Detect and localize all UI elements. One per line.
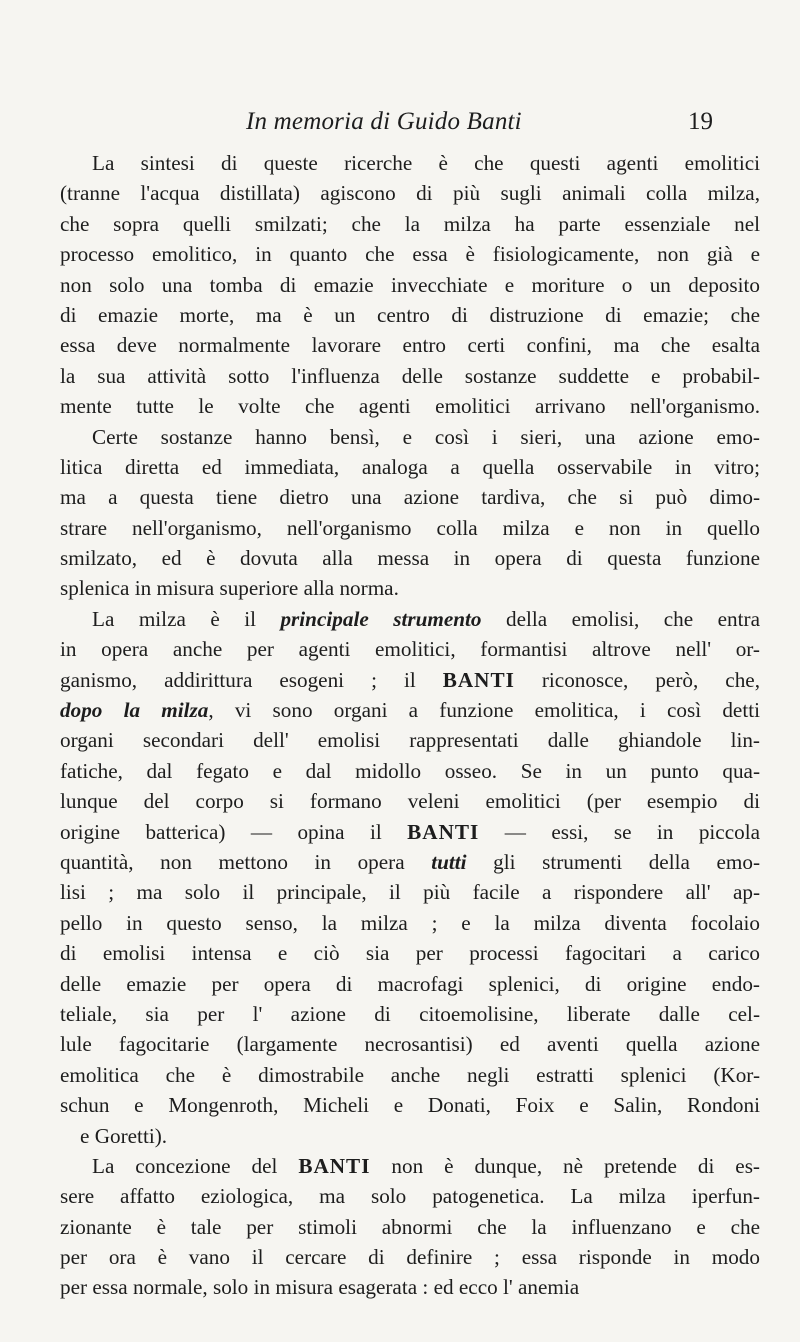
line-text: — essi, se in piccola xyxy=(479,819,760,844)
author-name: BANTI xyxy=(298,1153,371,1178)
line-text: La concezione del xyxy=(92,1153,299,1178)
text-line xyxy=(60,847,760,877)
text-line: lisi ; ma solo il principale, il più facile a rispondere all' ap- xyxy=(60,880,760,905)
text-line: non solo una tomba di emazie invecchiate e moriture o un deposito xyxy=(60,272,760,297)
emphasis-text: dopo la milza xyxy=(60,698,209,723)
text-line xyxy=(60,604,760,634)
text-line: emolitica che è dimostrabile anche negli estratti splenici (Kor- xyxy=(60,1062,760,1087)
author-name: BANTI xyxy=(442,667,515,692)
text-line: processo emolitico, in quanto che essa è fisiologicamente, non già e xyxy=(60,242,760,267)
emphasis-text: tutti xyxy=(431,849,467,874)
text-line: per ora è vano il cercare di definire ; essa risponde in modo xyxy=(60,1245,760,1270)
text-line: teliale, sia per l' azione di citoemolisine, liberate dalle cel- xyxy=(60,1001,760,1026)
text-line: strare nell'organismo, nell'organismo colla milza e non in quello xyxy=(60,515,760,540)
line-text: riconosce, però, che, xyxy=(514,667,760,692)
text-line: (tranne l'acqua distillata) agiscono di più sugli animali colla milza, xyxy=(60,181,760,206)
text-line: organi secondari dell' emolisi rappresentati dalle ghiandole lin- xyxy=(60,728,760,753)
text-line: mente tutte le volte che agenti emolitici arrivano nell'organismo. xyxy=(60,394,760,419)
text-line: di emazie morte, ma è un centro di distruzione di emazie; che xyxy=(60,302,760,327)
line-text: , vi sono organi a funzione emolitica, i così detti xyxy=(208,698,760,723)
text-line: ma a questa tiene dietro una azione tardiva, che si può dimo- xyxy=(60,485,760,510)
text-line xyxy=(60,1151,760,1181)
line-text: ganismo, addirittura esogeni ; il xyxy=(60,667,443,692)
text-line: lunque del corpo si formano veleni emolitici (per esempio di xyxy=(60,789,760,814)
text-line: lule fagocitarie (largamente necrosantisi) ed aventi quella azione xyxy=(60,1032,760,1057)
body-text xyxy=(60,148,760,1303)
running-title: In memoria di Guido Banti xyxy=(246,108,522,135)
text-line: splenica in misura superiore alla norma. xyxy=(60,576,399,601)
line-text: gli strumenti della emo- xyxy=(466,849,760,874)
text-line: pello in questo senso, la milza ; e la milza diventa focolaio xyxy=(60,910,760,935)
page-header xyxy=(0,108,800,140)
text-line: delle emazie per opera di macrofagi splenici, di origine endo- xyxy=(60,971,760,996)
text-line: che sopra quelli smilzati; che la milza ha parte essenziale nel xyxy=(60,211,760,236)
text-line: e Goretti). xyxy=(80,1123,168,1148)
line-text: La milza è il xyxy=(92,606,281,631)
text-line: in opera anche per agenti emolitici, formantisi altrove nell' or- xyxy=(60,637,760,662)
line-text: della emolisi, che entra xyxy=(481,606,760,631)
text-line: la sua attività sotto l'influenza delle sostanze suddette e probabil- xyxy=(60,363,760,388)
text-line: La sintesi di queste ricerche è che questi agenti emolitici xyxy=(92,151,760,175)
text-line: fatiche, dal fegato e dal midollo osseo. Se in un punto qua- xyxy=(60,758,760,783)
line-text: quantità, non mettono in opera xyxy=(60,849,432,874)
author-name: BANTI xyxy=(407,819,480,844)
text-line: litica diretta ed immediata, analoga a quella osservabile in vitro; xyxy=(60,454,760,479)
text-line: sere affatto eziologica, ma solo patogenetica. La milza iperfun- xyxy=(60,1184,760,1209)
line-text: non è dunque, nè pretende di es- xyxy=(370,1153,760,1178)
text-line xyxy=(60,817,760,847)
text-line: per essa normale, solo in misura esagerata : ed ecco l' anemia xyxy=(60,1275,580,1300)
page-number: 19 xyxy=(688,108,713,135)
text-line: schun e Mongenroth, Micheli e Donati, Foix e Salin, Rondoni xyxy=(60,1093,760,1118)
text-line: Certe sostanze hanno bensì, e così i sieri, una azione emo- xyxy=(92,424,760,449)
text-line xyxy=(60,695,760,725)
text-line: essa deve normalmente lavorare entro certi confini, ma che esalta xyxy=(60,333,760,358)
text-line: smilzato, ed è dovuta alla messa in opera di questa funzione xyxy=(60,546,760,571)
text-line: zionante è tale per stimoli abnormi che la influenzano e che xyxy=(60,1214,760,1239)
line-text: origine batterica) — opina il xyxy=(60,819,408,844)
emphasis-text: principale strumento xyxy=(280,606,482,631)
text-line: di emolisi intensa e ciò sia per processi fagocitari a carico xyxy=(60,941,760,966)
text-line xyxy=(60,665,760,695)
